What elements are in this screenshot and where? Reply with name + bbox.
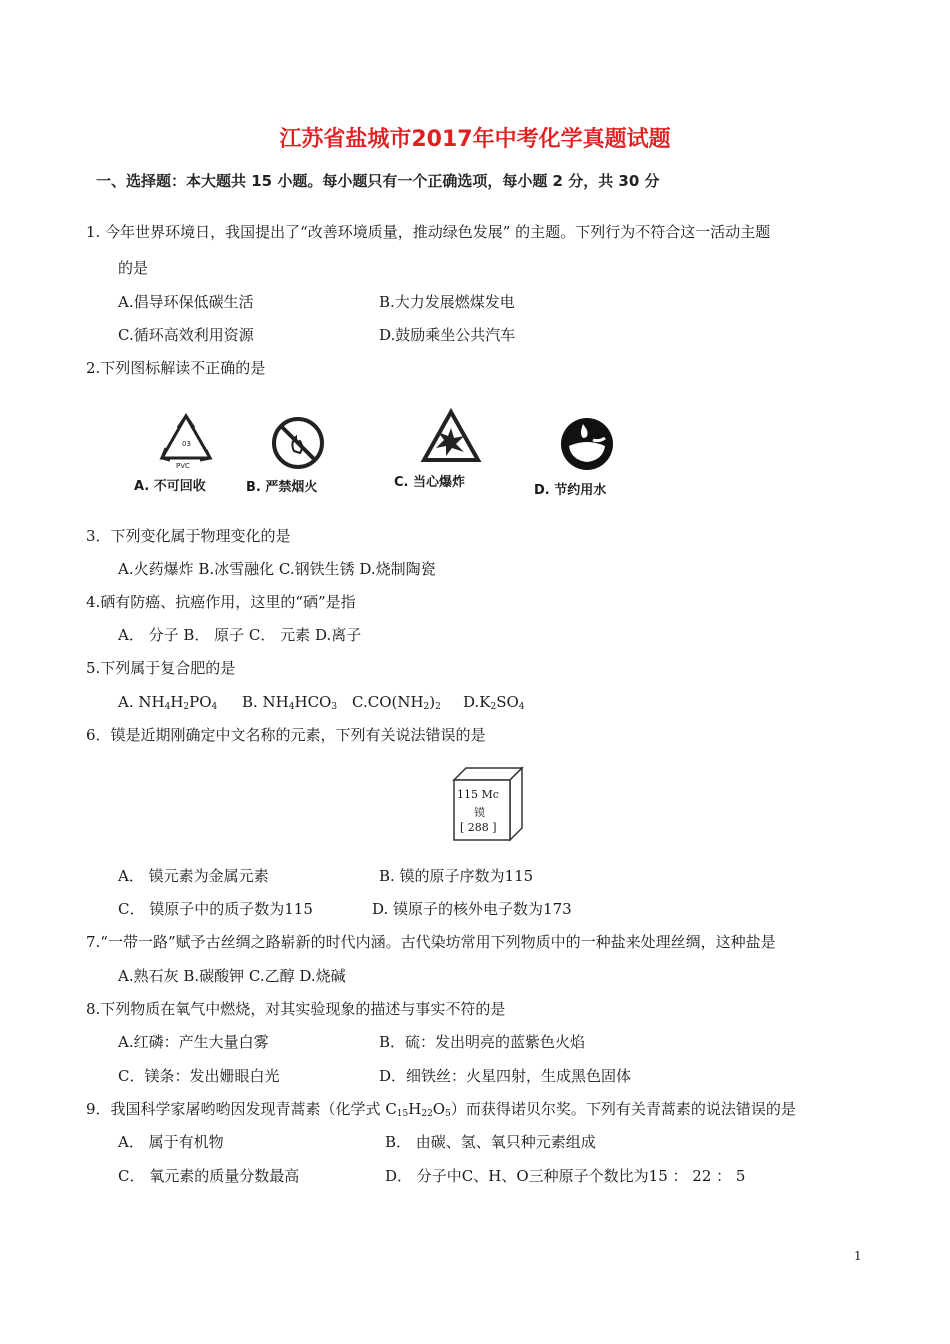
q8-option-c: C．镁条：发出姗眼白光: [118, 1067, 280, 1085]
q1-option-b: B.大力发展燃煤发电: [379, 293, 515, 311]
recycle-pvc-icon: [158, 412, 214, 470]
explosion-warning-icon: [420, 408, 482, 464]
q6-stem: 6．镆是近期刚确定中文名称的元素，下列有关说法错误的是: [86, 726, 486, 744]
q5-stem: 5.下列属于复合肥的是: [86, 659, 236, 677]
q5-option-a: A. $NH_4H_2PO_4$: [118, 693, 218, 712]
q2-stem: 2.下列图标解读不正确的是: [86, 359, 266, 377]
q5-option-c: $C.CO(NH_2)_2$: [352, 693, 441, 712]
q6-option-a: A． 镆元素为金属元素: [118, 867, 269, 885]
q9-stem: 9．我国科学家屠哟哟因发现青蒿素（化学式 $C_{15}H_{22}O_5$）而获得诺贝尔奖。下列有关青蒿素的说法错误的是: [86, 1100, 796, 1119]
q3-options: A.火药爆炸 B.冰雪融化 C.钢铁生锈 D.烧制陶瓷: [118, 560, 436, 578]
q8-option-d: D．细铁丝：火星四射，生成黑色固体: [379, 1067, 632, 1085]
q9-option-a: A． 属于有机物: [118, 1133, 224, 1151]
q6-option-d: D. 镆原子的核外电子数为173: [372, 900, 572, 918]
no-fire-icon: [270, 415, 326, 471]
q9-option-b: B． 由碳、氢、氧只种元素组成: [385, 1133, 596, 1151]
element-card-mass: [ 288 ]: [460, 821, 497, 834]
q8-stem: 8.下列物质在氧气中燃烧，对其实验现象的描述与事实不符的是: [86, 1000, 506, 1018]
q2-option-b: B. 严禁烟火: [246, 480, 318, 495]
q1-option-c: C.循环高效利用资源: [118, 326, 254, 344]
q1-option-a: A.倡导环保低碳生活: [118, 293, 254, 311]
q7-options: A.熟石灰 B.碳酸钾 C.乙醇 D.烧碱: [118, 967, 346, 985]
q6-option-c: C． 镆原子中的质子数为115: [118, 900, 313, 918]
q9-option-c: C． 氧元素的质量分数最高: [118, 1167, 300, 1185]
q2-option-c: C. 当心爆炸: [394, 475, 466, 490]
q4-options: A． 分子 B． 原子 C． 元素 D.离子: [118, 626, 362, 644]
q6-option-b: B. 镆的原子序数为115: [379, 867, 534, 885]
q5-option-b: B. $NH_4HCO_3$: [242, 693, 338, 712]
q2-option-a: A. 不可回收: [134, 479, 206, 494]
q8-option-a: A.红磷：产生大量白雾: [118, 1033, 269, 1051]
page-number: 1: [854, 1249, 862, 1263]
q3-stem: 3．下列变化属于物理变化的是: [86, 527, 291, 545]
pvc-label: PVC: [176, 462, 190, 470]
q1-stem-line2: 的是: [118, 259, 149, 277]
q9-option-d: D． 分子中C、H、O三种原子个数比为15 ： 22 ： 5: [385, 1167, 746, 1185]
q2-option-d: D. 节约用水: [534, 483, 607, 498]
q8-option-b: B．硫：发出明亮的蓝紫色火焰: [379, 1033, 586, 1051]
element-card-number: 115 Mc: [457, 788, 499, 801]
save-water-icon: [559, 416, 615, 472]
q4-stem: 4.硒有防癌、抗癌作用，这里的“硒”是指: [86, 593, 356, 611]
element-card-name: 镆: [474, 806, 485, 819]
q7-stem: 7.“一带一路”赋予古丝绸之路崭新的时代内涵。古代染坊常用下列物质中的一种盐来处理丝绸，这种盐是: [86, 933, 776, 951]
q1-option-d: D.鼓励乘坐公共汽车: [379, 326, 516, 344]
section-heading: 一、选择题：本大题共 15 小题。每小题只有一个正确选项，每小题 2 分，共 30 分: [96, 172, 660, 190]
q1-stem-line1: 1. 今年世界环境日，我国提出了“改善环境质量，推动绿色发展” 的主题。下列行为不符合这一活动主题: [86, 223, 771, 241]
pvc-code: 03: [182, 440, 191, 448]
page-title: 江苏省盐城市2017年中考化学真题试题: [279, 127, 671, 152]
q5-option-d: $D.K_2SO_4$: [463, 693, 525, 712]
